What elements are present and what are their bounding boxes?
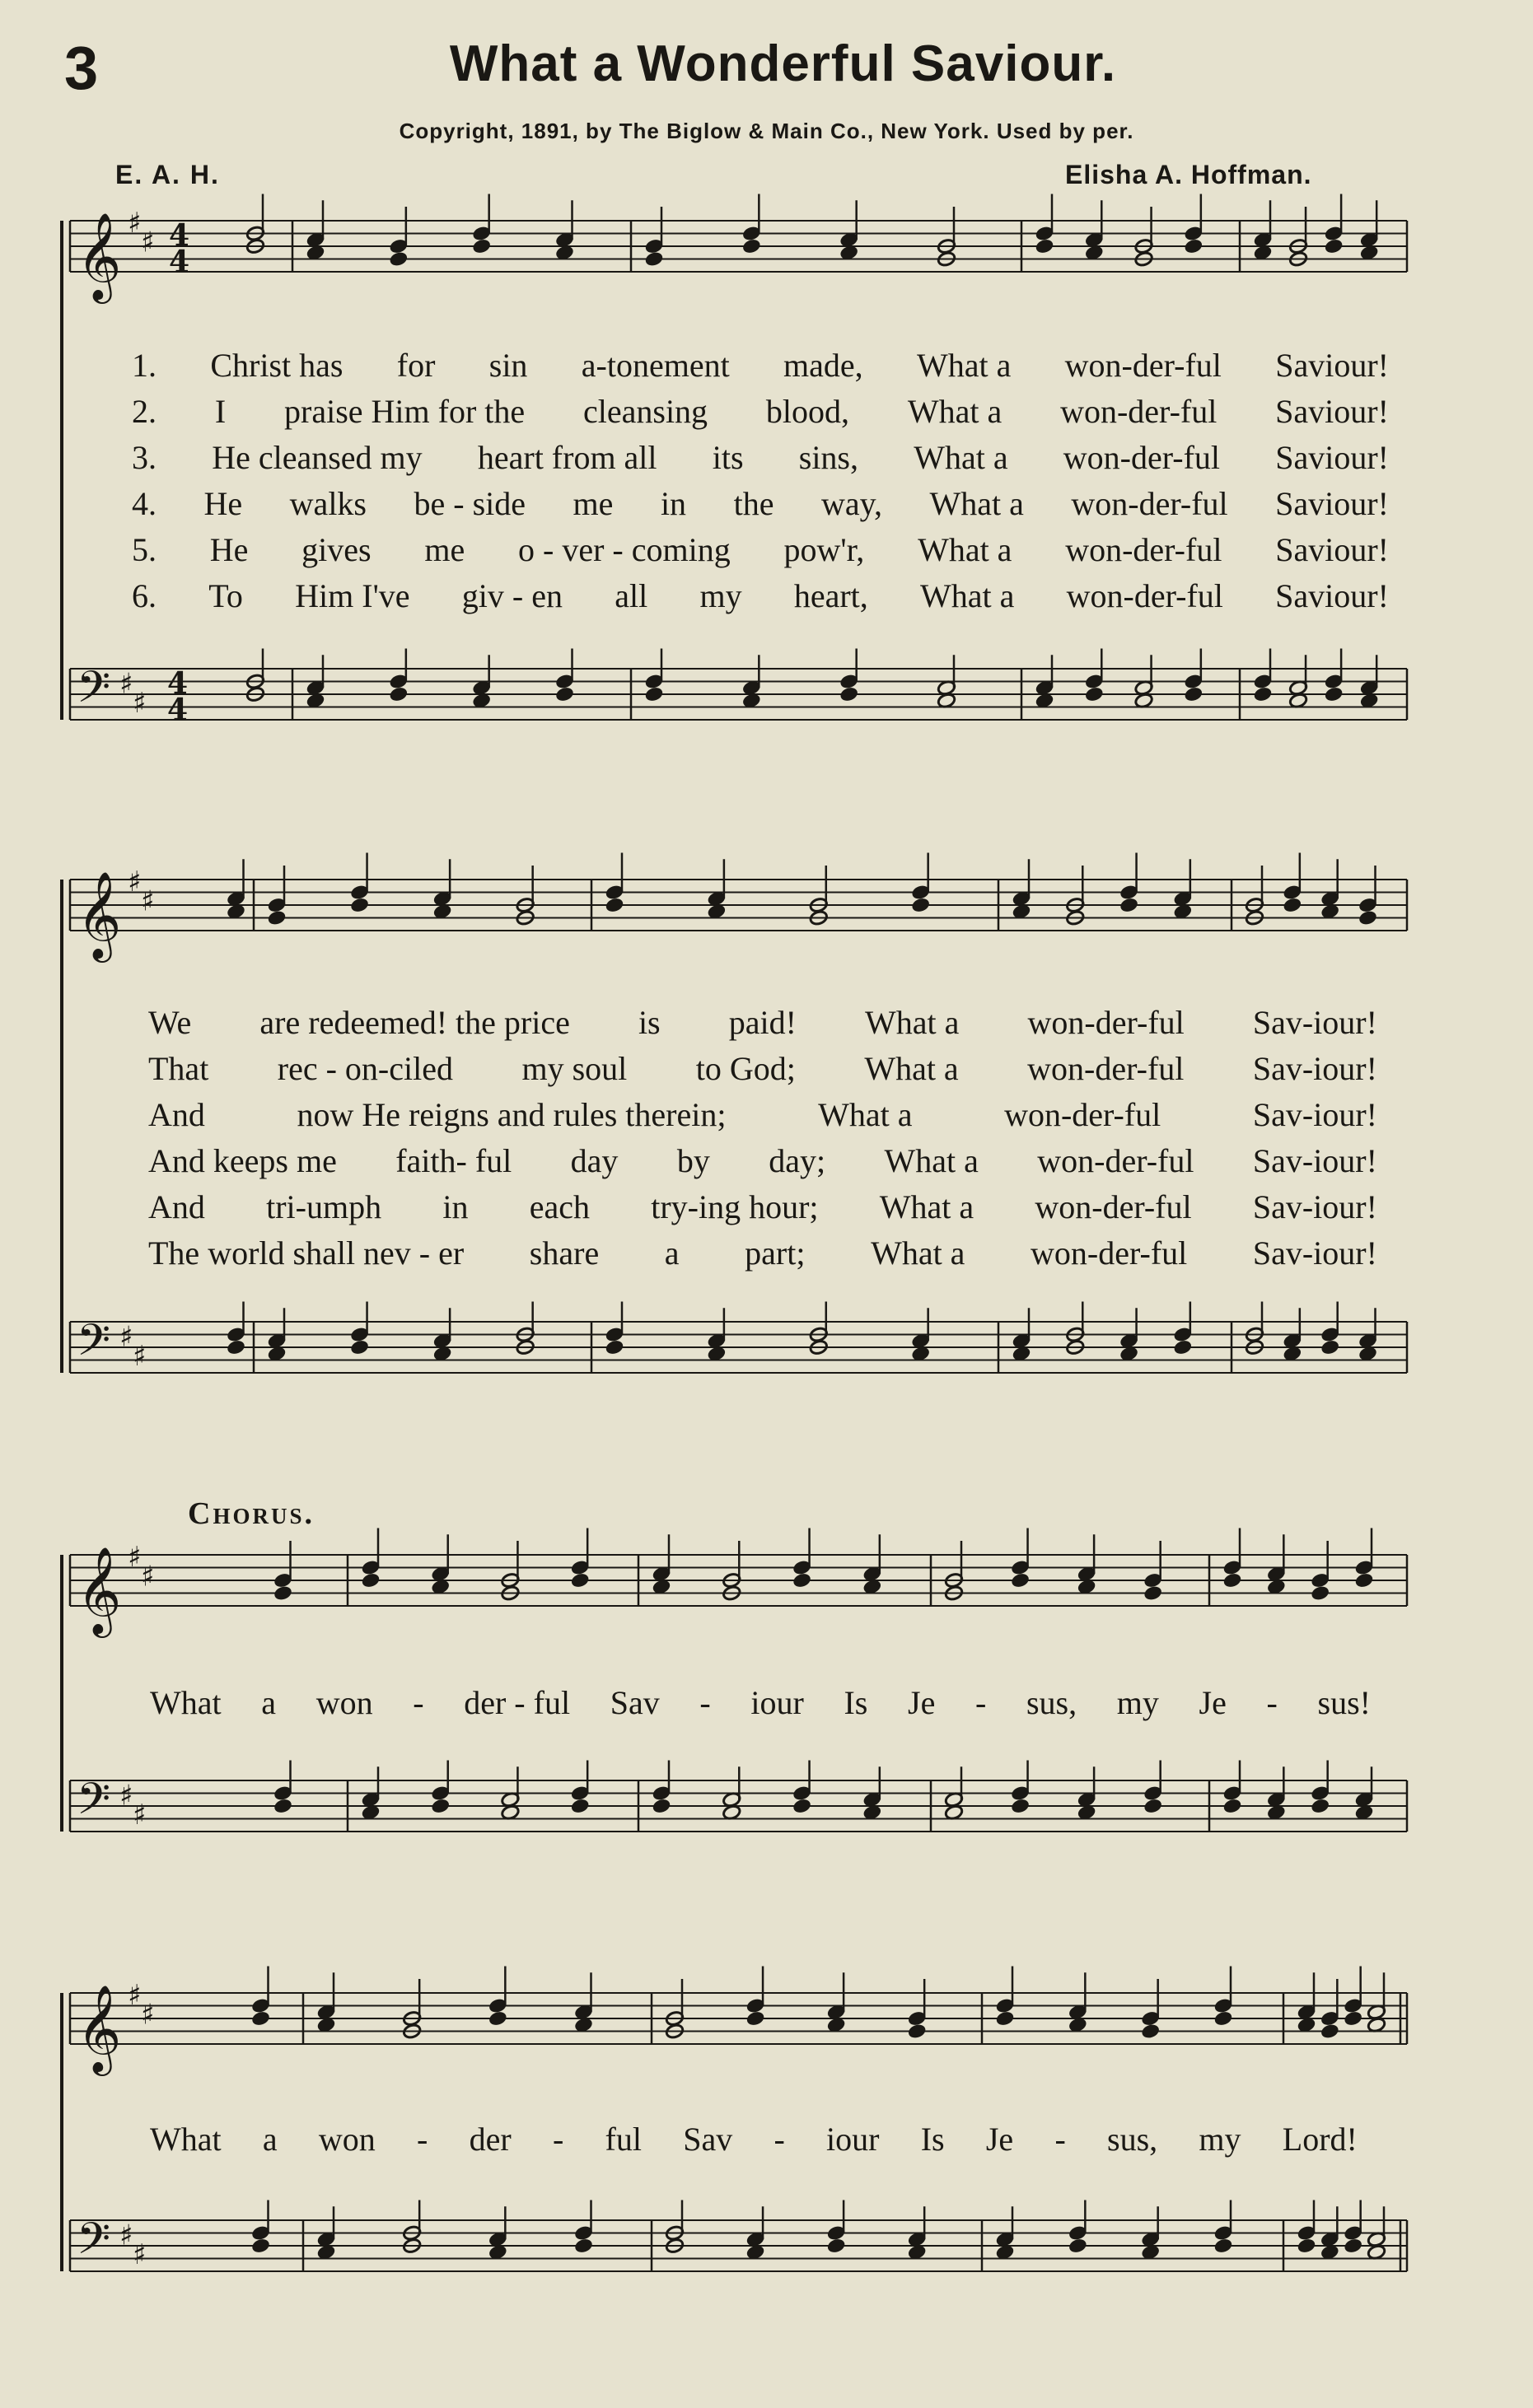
note-head <box>1311 1798 1330 1814</box>
note-head <box>605 1339 624 1356</box>
lyric-word: 3. <box>132 439 157 476</box>
note-head <box>1324 238 1344 254</box>
verses-part1 <box>132 343 1389 619</box>
sharp-sign: ♯ <box>141 884 155 918</box>
lyric-word: won-der-ful <box>1027 1050 1185 1087</box>
note-head <box>251 2238 271 2254</box>
lyric-word: cleansing <box>583 393 708 430</box>
lyric-word: - <box>974 1684 987 1721</box>
lyric-word: What <box>150 2121 222 2158</box>
lyric-word: me <box>424 531 465 568</box>
time-signature: 4 <box>167 693 189 727</box>
lyric-word: me <box>573 485 614 522</box>
note-head <box>1173 1339 1193 1356</box>
lyric-word: won-der-ful <box>1037 1142 1194 1179</box>
note-head <box>1184 238 1203 254</box>
lyric-word: Sav-iour! <box>1252 1004 1377 1041</box>
lyric-word: for <box>396 347 436 384</box>
lyric-word: 4. <box>132 485 157 522</box>
lyric-word: the <box>733 485 774 522</box>
lyric-word: Saviour! <box>1275 439 1389 476</box>
lyric-word: What a <box>929 485 1024 522</box>
lyric-word: Him I've <box>295 577 410 614</box>
lyric-word: won-der-ful <box>1064 347 1222 384</box>
lyric-word: Is <box>844 1684 868 1721</box>
lyric-word: What a <box>818 1096 913 1133</box>
lyric-word: - <box>552 2121 564 2158</box>
lyric-word: Je <box>1199 1684 1227 1721</box>
note-head <box>227 1339 246 1356</box>
note-head <box>1143 1798 1163 1814</box>
lyric-word: a <box>262 2121 278 2158</box>
lyric-word: He cleansed my <box>212 439 423 476</box>
lyric-word: He <box>203 485 243 522</box>
lyric-word: won-der-ful <box>1066 577 1223 614</box>
lyric-word: What a <box>907 393 1003 430</box>
lyric-word: won-der-ful <box>1071 485 1228 522</box>
verses-part2 <box>148 1000 1377 1276</box>
sharp-sign: ♯ <box>133 1798 147 1832</box>
note-head <box>431 1798 451 1814</box>
verse-line <box>132 573 1389 619</box>
note-head <box>826 2238 846 2254</box>
chorus-line-2 <box>150 2120 1358 2158</box>
note-head <box>389 251 409 268</box>
sharp-sign: ♯ <box>133 686 147 720</box>
note-head <box>570 1798 590 1814</box>
lyric-word: The world shall nev - er <box>148 1234 465 1272</box>
bass-clef-icon: 𝄢 <box>77 2214 111 2275</box>
lyric-word: What a <box>871 1234 965 1272</box>
lyric-word: walks <box>289 485 367 522</box>
note-head <box>555 686 575 702</box>
hymn-number: 3 <box>64 34 99 102</box>
verse-line <box>148 1046 1377 1092</box>
lyric-word: sin <box>488 347 528 384</box>
verse-line <box>148 1138 1377 1184</box>
verse-line <box>132 527 1389 573</box>
lyric-word: Sav-iour! <box>1252 1234 1377 1272</box>
note-head <box>1213 2010 1233 2027</box>
lyric-word: What a <box>916 347 1012 384</box>
lyric-word: heart from all <box>477 439 657 476</box>
sharp-sign: ♯ <box>119 1320 133 1354</box>
note-head <box>1011 1572 1031 1589</box>
sharp-sign: ♯ <box>141 1998 155 2032</box>
verse-line <box>148 1184 1377 1230</box>
lyric-word: rec - on-ciled <box>277 1050 453 1087</box>
note-head <box>907 2023 927 2040</box>
verse-line <box>132 435 1389 481</box>
lyric-word: Je <box>908 1684 936 1721</box>
lyric-word: are redeemed! the price <box>259 1004 570 1041</box>
lyric-word: won-der-ful <box>1031 1234 1188 1272</box>
lyric-word: in <box>660 485 687 522</box>
lyric-word: all <box>615 577 648 614</box>
lyric-word: won-der-ful <box>1027 1004 1185 1041</box>
time-signature: 4 <box>169 218 190 253</box>
note-head <box>350 897 370 913</box>
lyric-word: o - ver - coming <box>518 531 731 568</box>
lyric-word: - <box>1054 2121 1066 2158</box>
note-head <box>1311 1585 1330 1602</box>
lyric-word: sins, <box>798 439 858 476</box>
lyric-word: my <box>1199 2121 1241 2158</box>
note-head <box>745 2010 765 2027</box>
note-head <box>1011 1798 1031 1814</box>
verse-line <box>148 1092 1377 1138</box>
lyric-word: share <box>529 1234 600 1272</box>
note-head <box>1253 686 1273 702</box>
note-head <box>574 2238 594 2254</box>
lyric-word: I <box>214 393 227 430</box>
lyric-word: Christ has <box>210 347 344 384</box>
lyric-word: won-der-ful <box>1065 531 1222 568</box>
lyric-word: 1. <box>132 347 157 384</box>
note-head <box>1141 2023 1161 2040</box>
lyric-word: der <box>469 2121 512 2158</box>
lyric-word: way, <box>820 485 883 522</box>
note-head <box>792 1572 812 1589</box>
lyric-word: Saviour! <box>1275 577 1389 614</box>
lyric-word: What a <box>864 1050 959 1087</box>
lyric-word: iour <box>826 2121 880 2158</box>
lyric-word: each <box>529 1188 590 1225</box>
lyric-word: What a <box>879 1188 974 1225</box>
note-head <box>1354 1572 1374 1589</box>
note-head <box>1320 2023 1340 2040</box>
lyric-word: day <box>570 1142 619 1179</box>
bass-clef-icon: 𝄢 <box>77 1774 111 1836</box>
note-head <box>792 1798 812 1814</box>
lyric-word: pow'r, <box>783 531 865 568</box>
lyric-word: And <box>148 1188 205 1225</box>
lyric-word: Sav-iour! <box>1252 1050 1377 1087</box>
lyric-word: made, <box>783 347 863 384</box>
note-head <box>1344 2010 1363 2027</box>
lyric-word: tri-umph <box>266 1188 382 1225</box>
note-head <box>350 1339 370 1356</box>
lyric-word: Saviour! <box>1275 347 1389 384</box>
note-head <box>1358 910 1378 926</box>
note-head <box>911 897 931 913</box>
hymn-title: What a Wonderful Saviour. <box>449 35 1117 92</box>
lyric-word: sus! <box>1317 1684 1371 1721</box>
lyric-word: faith- ful <box>395 1142 512 1179</box>
treble-clef-icon: 𝄞 <box>77 1984 122 2072</box>
lyric-word: sus, <box>1107 2121 1158 2158</box>
note-head <box>361 1572 381 1589</box>
time-signature: 4 <box>169 245 190 279</box>
bass-clef-icon: 𝄢 <box>77 662 111 724</box>
lyric-word: 2. <box>132 393 157 430</box>
lyric-word: my <box>699 577 742 614</box>
treble-clef-icon: 𝄞 <box>77 870 122 959</box>
lyric-word: der - ful <box>464 1684 571 1721</box>
lyric-word: What a <box>914 439 1008 476</box>
lyric-word: We <box>148 1004 192 1041</box>
treble-clef-icon: 𝄞 <box>77 1546 122 1634</box>
sharp-sign: ♯ <box>128 207 142 240</box>
lyric-word: praise Him for the <box>284 393 526 430</box>
note-head <box>1324 686 1344 702</box>
sharp-sign: ♯ <box>119 667 133 701</box>
lyric-word: And <box>148 1096 205 1133</box>
sharp-sign: ♯ <box>133 1339 147 1373</box>
lyric-word: a-tonement <box>581 347 730 384</box>
verse-line <box>132 343 1389 389</box>
lyric-word: Sav <box>610 1684 660 1721</box>
lyric-word: a <box>664 1234 680 1272</box>
lyric-word: paid! <box>728 1004 797 1041</box>
lyric-word: - <box>699 1684 711 1721</box>
bass-clef-icon: 𝄢 <box>77 1315 111 1377</box>
lyric-word: - <box>1266 1684 1278 1721</box>
lyric-word: What a <box>918 531 1012 568</box>
lyric-word: Saviour! <box>1275 393 1389 430</box>
lyric-word: 5. <box>132 531 157 568</box>
lyric-word: be - side <box>414 485 526 522</box>
note-head <box>1222 1572 1242 1589</box>
note-head <box>1320 1339 1340 1356</box>
lyric-word: - <box>774 2121 785 2158</box>
note-head <box>839 686 859 702</box>
verse-line <box>148 1230 1377 1276</box>
lyric-word: That <box>148 1050 209 1087</box>
sharp-sign: ♯ <box>128 1541 142 1574</box>
chorus-label: Chorus. <box>188 1496 315 1531</box>
sharp-sign: ♯ <box>128 1979 142 2012</box>
lyric-word: won <box>315 1684 373 1721</box>
lyric-word: Je <box>985 2121 1014 2158</box>
lyric-word: What a <box>920 577 1015 614</box>
note-head <box>652 1798 671 1814</box>
note-head <box>644 686 664 702</box>
time-signature: 4 <box>167 666 189 701</box>
lyric-word: try-ing hour; <box>651 1188 819 1225</box>
note-head <box>1143 1585 1163 1602</box>
note-head <box>488 2010 508 2027</box>
lyric-word: And keeps me <box>148 1142 337 1179</box>
lyric-word: won-der-ful <box>1060 393 1218 430</box>
note-head <box>1297 2238 1316 2254</box>
lyric-word: is <box>638 1004 661 1041</box>
note-head <box>995 2010 1015 2027</box>
copyright-notice: Copyright, 1891, by The Biglow & Main Co., New York. Used by per. <box>399 119 1134 143</box>
lyric-word: Sav-iour! <box>1252 1188 1377 1225</box>
sharp-sign: ♯ <box>119 2219 133 2252</box>
note-head <box>644 251 664 268</box>
lyric-word: blood, <box>765 393 850 430</box>
lyric-word: its <box>712 439 744 476</box>
lyric-word: Lord! <box>1282 2121 1358 2158</box>
lyric-word: What a <box>865 1004 960 1041</box>
verse-line <box>148 1000 1377 1046</box>
chorus-line-1 <box>150 1683 1371 1722</box>
lyric-word: To <box>208 577 243 614</box>
lyric-word: to God; <box>695 1050 796 1087</box>
note-head <box>1213 2238 1233 2254</box>
note-head <box>1222 1798 1242 1814</box>
note-head <box>1035 238 1054 254</box>
sharp-sign: ♯ <box>133 2238 147 2271</box>
lyric-word: by <box>676 1142 710 1179</box>
lyric-word: sus, <box>1026 1684 1077 1721</box>
note-head <box>1084 686 1104 702</box>
lyric-word: He <box>209 531 249 568</box>
lyric-word: a <box>261 1684 277 1721</box>
note-head <box>742 238 762 254</box>
lyric-word: won-der-ful <box>1035 1188 1192 1225</box>
lyric-word: Saviour! <box>1275 485 1389 522</box>
note-head <box>1344 2238 1363 2254</box>
note-head <box>273 1585 293 1602</box>
sharp-sign: ♯ <box>119 1779 133 1813</box>
sharp-sign: ♯ <box>141 226 155 259</box>
note-head <box>1283 897 1302 913</box>
note-head <box>605 897 624 913</box>
lyric-word: my <box>1116 1684 1159 1721</box>
note-head <box>472 238 492 254</box>
note-head <box>389 686 409 702</box>
lyric-word: now He reigns and rules therein; <box>297 1096 727 1133</box>
lyric-word: heart, <box>793 577 868 614</box>
lyric-word: What a <box>884 1142 979 1179</box>
treble-clef-icon: 𝄞 <box>77 212 122 300</box>
lyric-word: day; <box>769 1142 826 1179</box>
composer-name: Elisha A. Hoffman. <box>1065 160 1312 189</box>
lyric-word: won-der-ful <box>1063 439 1221 476</box>
lyric-word: iour <box>750 1684 804 1721</box>
note-head <box>1119 897 1139 913</box>
lyric-word: part; <box>745 1234 806 1272</box>
verse-line <box>132 481 1389 527</box>
lyricist-initials: E. A. H. <box>115 160 220 189</box>
lyric-word: - <box>417 2121 428 2158</box>
note-head <box>251 2010 271 2027</box>
lyric-word: ful <box>605 2121 642 2158</box>
note-head <box>1184 686 1203 702</box>
note-head <box>273 1798 293 1814</box>
lyric-word: giv - en <box>461 577 563 614</box>
note-head <box>267 910 287 926</box>
sharp-sign: ♯ <box>141 1560 155 1594</box>
lyric-word: gives <box>301 531 372 568</box>
lyric-word: Is <box>920 2121 945 2158</box>
lyric-word: won-der-ful <box>1004 1096 1161 1133</box>
sharp-sign: ♯ <box>128 866 142 898</box>
lyric-word: Sav-iour! <box>1252 1142 1377 1179</box>
lyric-word: Saviour! <box>1275 531 1389 568</box>
lyric-word: What <box>150 1684 222 1721</box>
note-head <box>570 1572 590 1589</box>
lyric-word: - <box>413 1684 424 1721</box>
lyric-word: 6. <box>132 577 157 614</box>
lyric-word: Sav-iour! <box>1252 1096 1377 1133</box>
verse-line <box>132 389 1389 435</box>
lyric-word: my soul <box>521 1050 628 1087</box>
note-head <box>1068 2238 1088 2254</box>
lyric-word: Sav <box>683 2121 733 2158</box>
lyric-word: won <box>318 2121 376 2158</box>
lyric-word: in <box>442 1188 469 1225</box>
